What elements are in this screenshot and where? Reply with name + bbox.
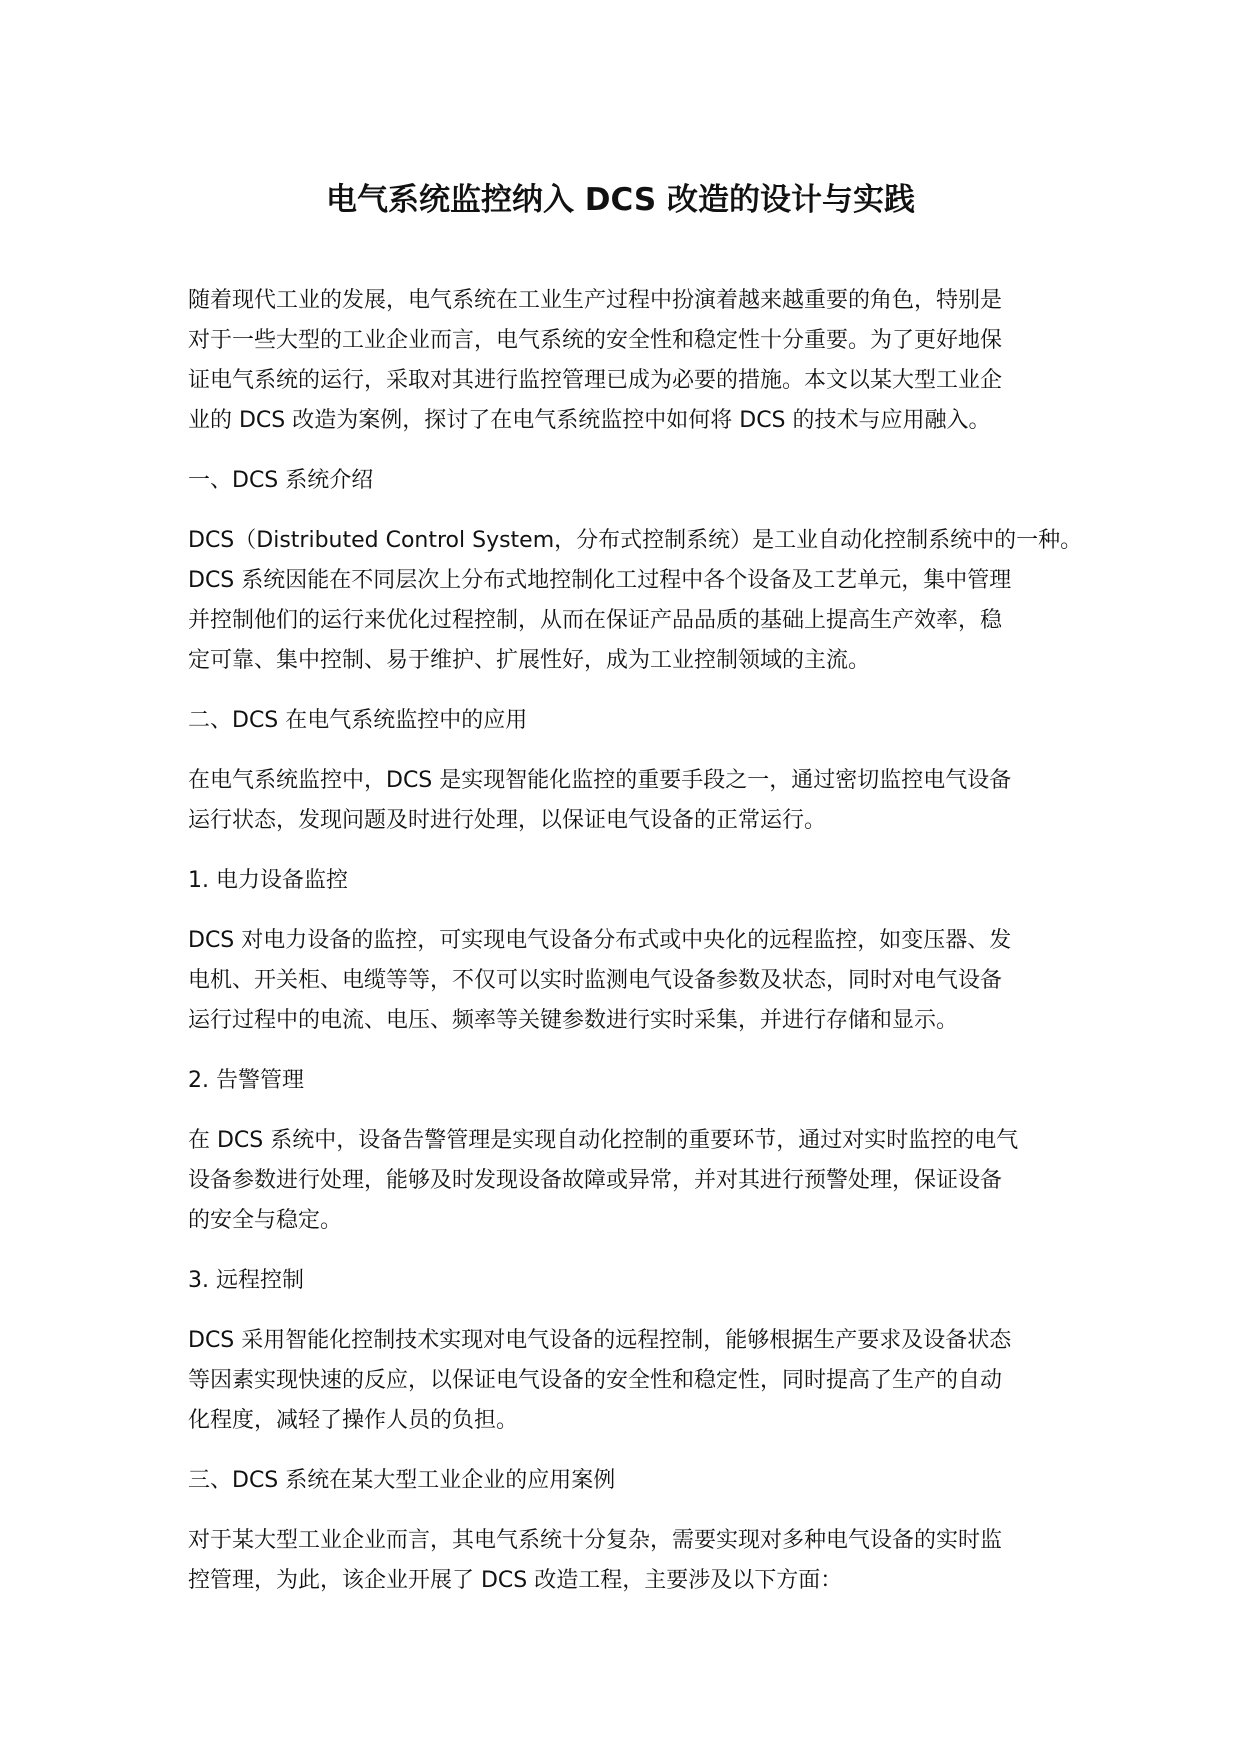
paragraph-line: 运行状态，发现问题及时进行处理，以保证电气设备的正常运行。	[188, 808, 827, 833]
section-heading-3: 1. 电力设备监控	[188, 868, 348, 893]
paragraph-line: 在 DCS 系统中，设备告警管理是实现自动化控制的重要环节，通过对实时监控的电气	[188, 1128, 1019, 1153]
paragraph-line: 设备参数进行处理，能够及时发现设备故障或异常，并对其进行预警处理，保证设备	[188, 1168, 1003, 1193]
paragraph-line: 对于一些大型的工业企业而言，电气系统的安全性和稳定性十分重要。为了更好地保	[188, 328, 1003, 353]
paragraph-line: 并控制他们的运行来优化过程控制，从而在保证产品品质的基础上提高生产效率，稳	[188, 608, 1003, 633]
section-heading-5: 3. 远程控制	[188, 1268, 304, 1293]
paragraph-line: 电机、开关柜、电缆等等，不仅可以实时监测电气设备参数及状态，同时对电气设备	[188, 968, 1003, 993]
paragraph-2	[188, 521, 1083, 681]
paragraph-line: 等因素实现快速的反应，以保证电气设备的安全性和稳定性，同时提高了生产的自动	[188, 1368, 1003, 1393]
section-heading-1: 一、DCS 系统介绍	[188, 468, 374, 493]
paragraph-line: 化程度，减轻了操作人员的负担。	[188, 1408, 519, 1433]
paragraph-line: 业的 DCS 改造为案例，探讨了在电气系统监控中如何将 DCS 的技术与应用融入。	[188, 408, 991, 433]
section-heading-4: 2. 告警管理	[188, 1068, 304, 1093]
paragraph-3	[188, 761, 1078, 841]
section-heading-2: 二、DCS 在电气系统监控中的应用	[188, 708, 528, 733]
paragraph-line: 随着现代工业的发展，电气系统在工业生产过程中扮演着越来越重要的角色，特别是	[188, 288, 1003, 313]
paragraph-line: 在电气系统监控中，DCS 是实现智能化监控的重要手段之一，通过密切监控电气设备	[188, 768, 1012, 793]
paragraph-4	[188, 921, 1078, 1041]
document-body	[188, 281, 1083, 1621]
paragraph-line: DCS（Distributed Control System，分布式控制系统）是工业自动化控制系统中的一种。	[188, 528, 1083, 553]
section-heading-6: 三、DCS 系统在某大型工业企业的应用案例	[188, 1468, 616, 1493]
paragraph-5	[188, 1121, 1078, 1241]
paragraph-line: DCS 对电力设备的监控，可实现电气设备分布式或中央化的远程监控，如变压器、发	[188, 928, 1012, 953]
paragraph-line: DCS 系统因能在不同层次上分布式地控制化工过程中各个设备及工艺单元，集中管理	[188, 568, 1012, 593]
paragraph-line: 控管理，为此，该企业开展了 DCS 改造工程，主要涉及以下方面：	[188, 1568, 843, 1593]
paragraph-line: 运行过程中的电流、电压、频率等关键参数进行实时采集，并进行存储和显示。	[188, 1008, 959, 1033]
document-title: 电气系统监控纳入 DCS 改造的设计与实践	[326, 182, 915, 218]
paragraph-line: 对于某大型工业企业而言，其电气系统十分复杂，需要实现对多种电气设备的实时监	[188, 1528, 1003, 1553]
paragraph-7	[188, 1521, 1078, 1601]
paragraph-line: DCS 采用智能化控制技术实现对电气设备的远程控制，能够根据生产要求及设备状态	[188, 1328, 1012, 1353]
paragraph-6	[188, 1321, 1078, 1441]
paragraph-line: 证电气系统的运行，采取对其进行监控管理已成为必要的措施。本文以某大型工业企	[188, 368, 1003, 393]
paragraph-line: 定可靠、集中控制、易于维护、扩展性好，成为工业控制领域的主流。	[188, 648, 871, 673]
paragraph-1	[188, 281, 1078, 441]
paragraph-line: 的安全与稳定。	[188, 1208, 343, 1233]
